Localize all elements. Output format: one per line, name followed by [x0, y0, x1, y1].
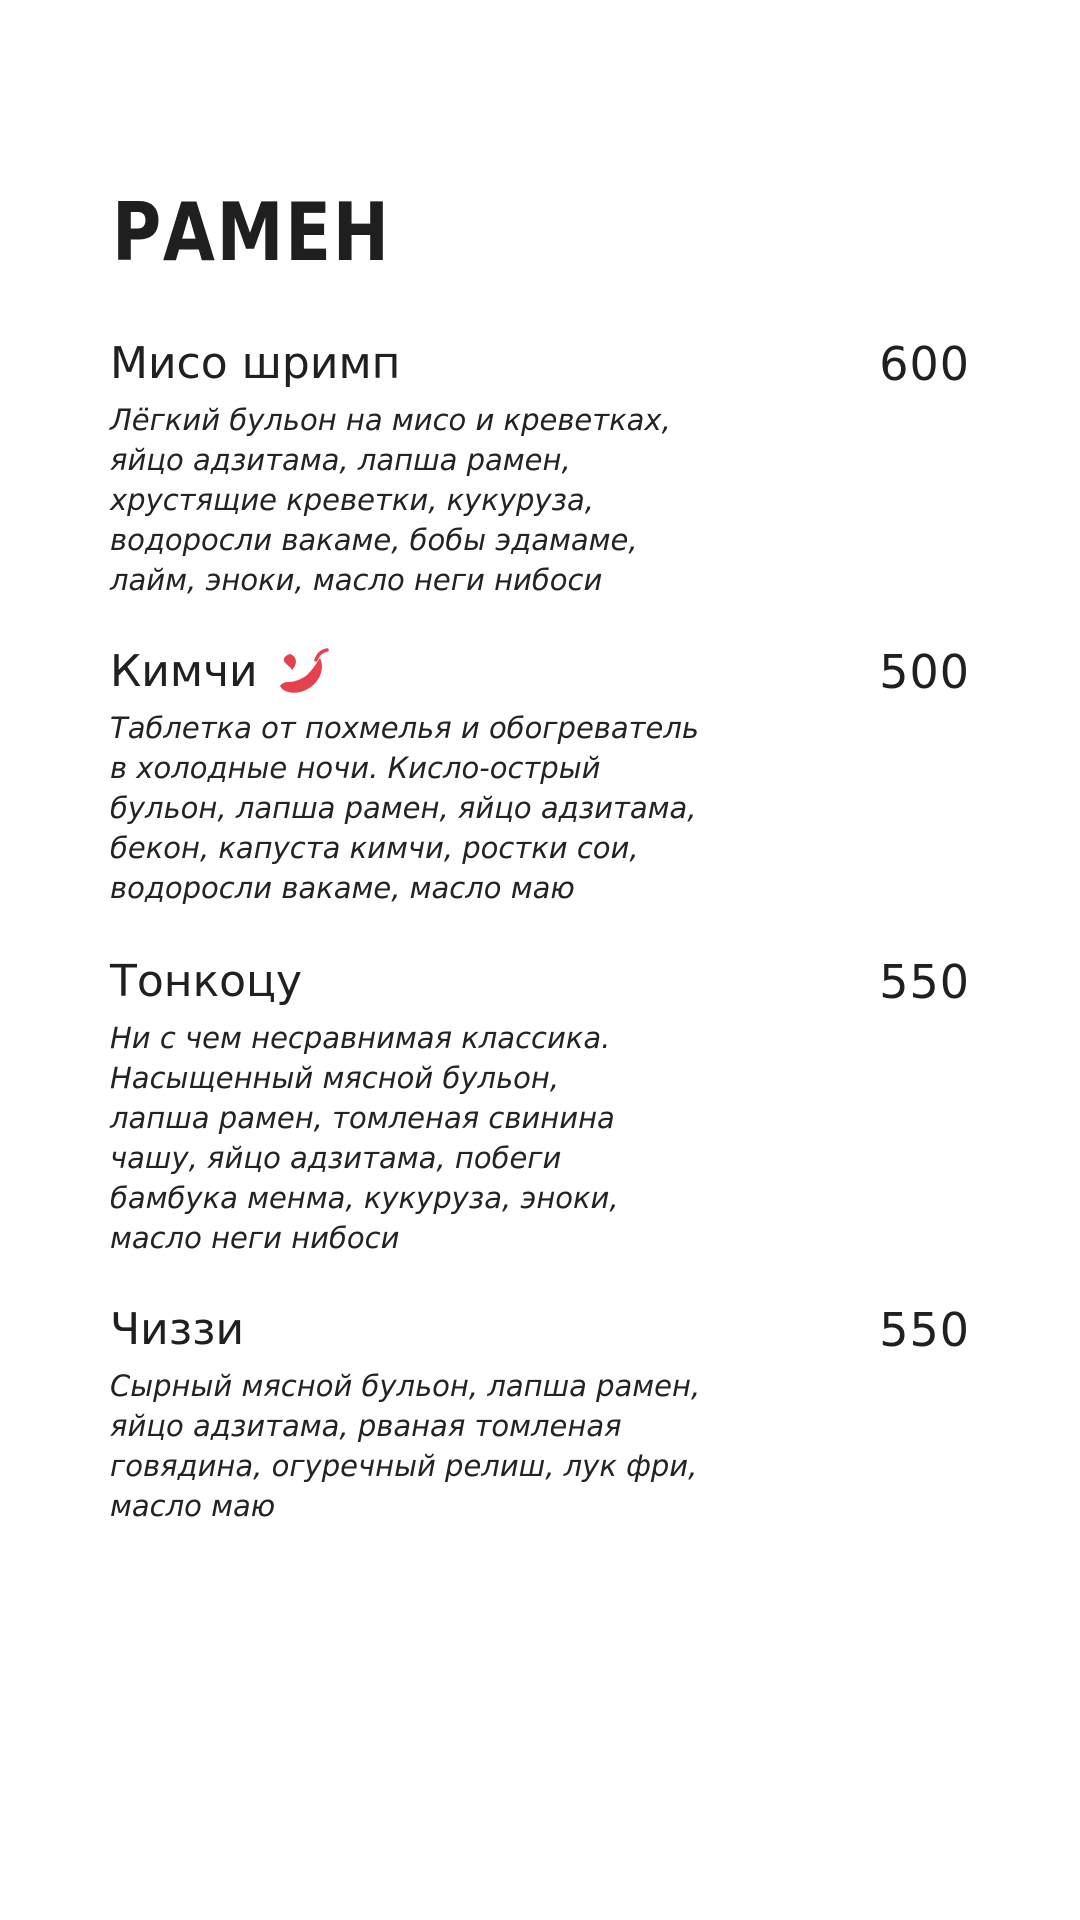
menu-item-kimchi [110, 644, 970, 908]
description-line: в холодные ночи. Кисло-острый [110, 751, 601, 785]
description-line: водоросли вакаме, масло маю [110, 871, 575, 905]
description-line: масло неги нибоси [110, 1221, 400, 1255]
description-line: бамбука менма, кукуруза, эноки, [110, 1181, 619, 1215]
menu-item-price: 550 [879, 1303, 970, 1357]
menu-item-header [110, 1302, 970, 1358]
menu-item-name: Мисо шримп [110, 338, 401, 389]
description-line: водоросли вакаме, бобы эдамаме, [110, 523, 638, 557]
description-line: яйцо адзитама, лапша рамен, [110, 443, 571, 477]
description-line: бульон, лапша рамен, яйцо адзитама, [110, 791, 697, 825]
description-line: хрустящие креветки, кукуруза, [110, 483, 594, 517]
description-line: Лёгкий бульон на мисо и креветках, [110, 403, 671, 437]
menu-item-name: Тонкоцу [110, 956, 303, 1007]
section-title: РАМЕН [112, 186, 391, 279]
description-line: Ни с чем несравнимая классика. [110, 1021, 611, 1055]
menu-item-name: Кимчи [110, 646, 258, 697]
menu-item-tonkotsu [110, 954, 970, 1258]
menu-item-description [110, 1366, 730, 1526]
menu-item-cheesy [110, 1302, 970, 1526]
menu-item-description [110, 400, 730, 600]
menu-item-price: 600 [879, 337, 970, 391]
description-line: масло маю [110, 1489, 276, 1523]
menu-item-miso-shrimp [110, 336, 970, 600]
menu-item-description [110, 1018, 730, 1258]
description-line: говядина, огуречный релиш, лук фри, [110, 1449, 698, 1483]
description-line: Таблетка от похмелья и обогреватель [110, 711, 700, 745]
description-line: яйцо адзитама, рваная томленая [110, 1409, 622, 1443]
description-line: Насыщенный мясной бульон, [110, 1061, 560, 1095]
menu-item-name: Чиззи [110, 1304, 245, 1355]
menu-item-description [110, 708, 730, 908]
menu-item-name-wrapper [110, 644, 330, 700]
description-line: лайм, эноки, масло неги нибоси [110, 563, 603, 597]
description-line: бекон, капуста кимчи, ростки сои, [110, 831, 639, 865]
menu-item-header [110, 954, 970, 1010]
chili-pepper-icon [270, 646, 330, 698]
menu-item-price: 500 [879, 645, 970, 699]
menu-item-header [110, 336, 970, 392]
menu-item-header [110, 644, 970, 700]
description-line: чашу, яйцо адзитама, побеги [110, 1141, 562, 1175]
menu-item-price: 550 [879, 955, 970, 1009]
description-line: лапша рамен, томленая свинина [110, 1101, 615, 1135]
description-line: Сырный мясной бульон, лапша рамен, [110, 1369, 701, 1403]
